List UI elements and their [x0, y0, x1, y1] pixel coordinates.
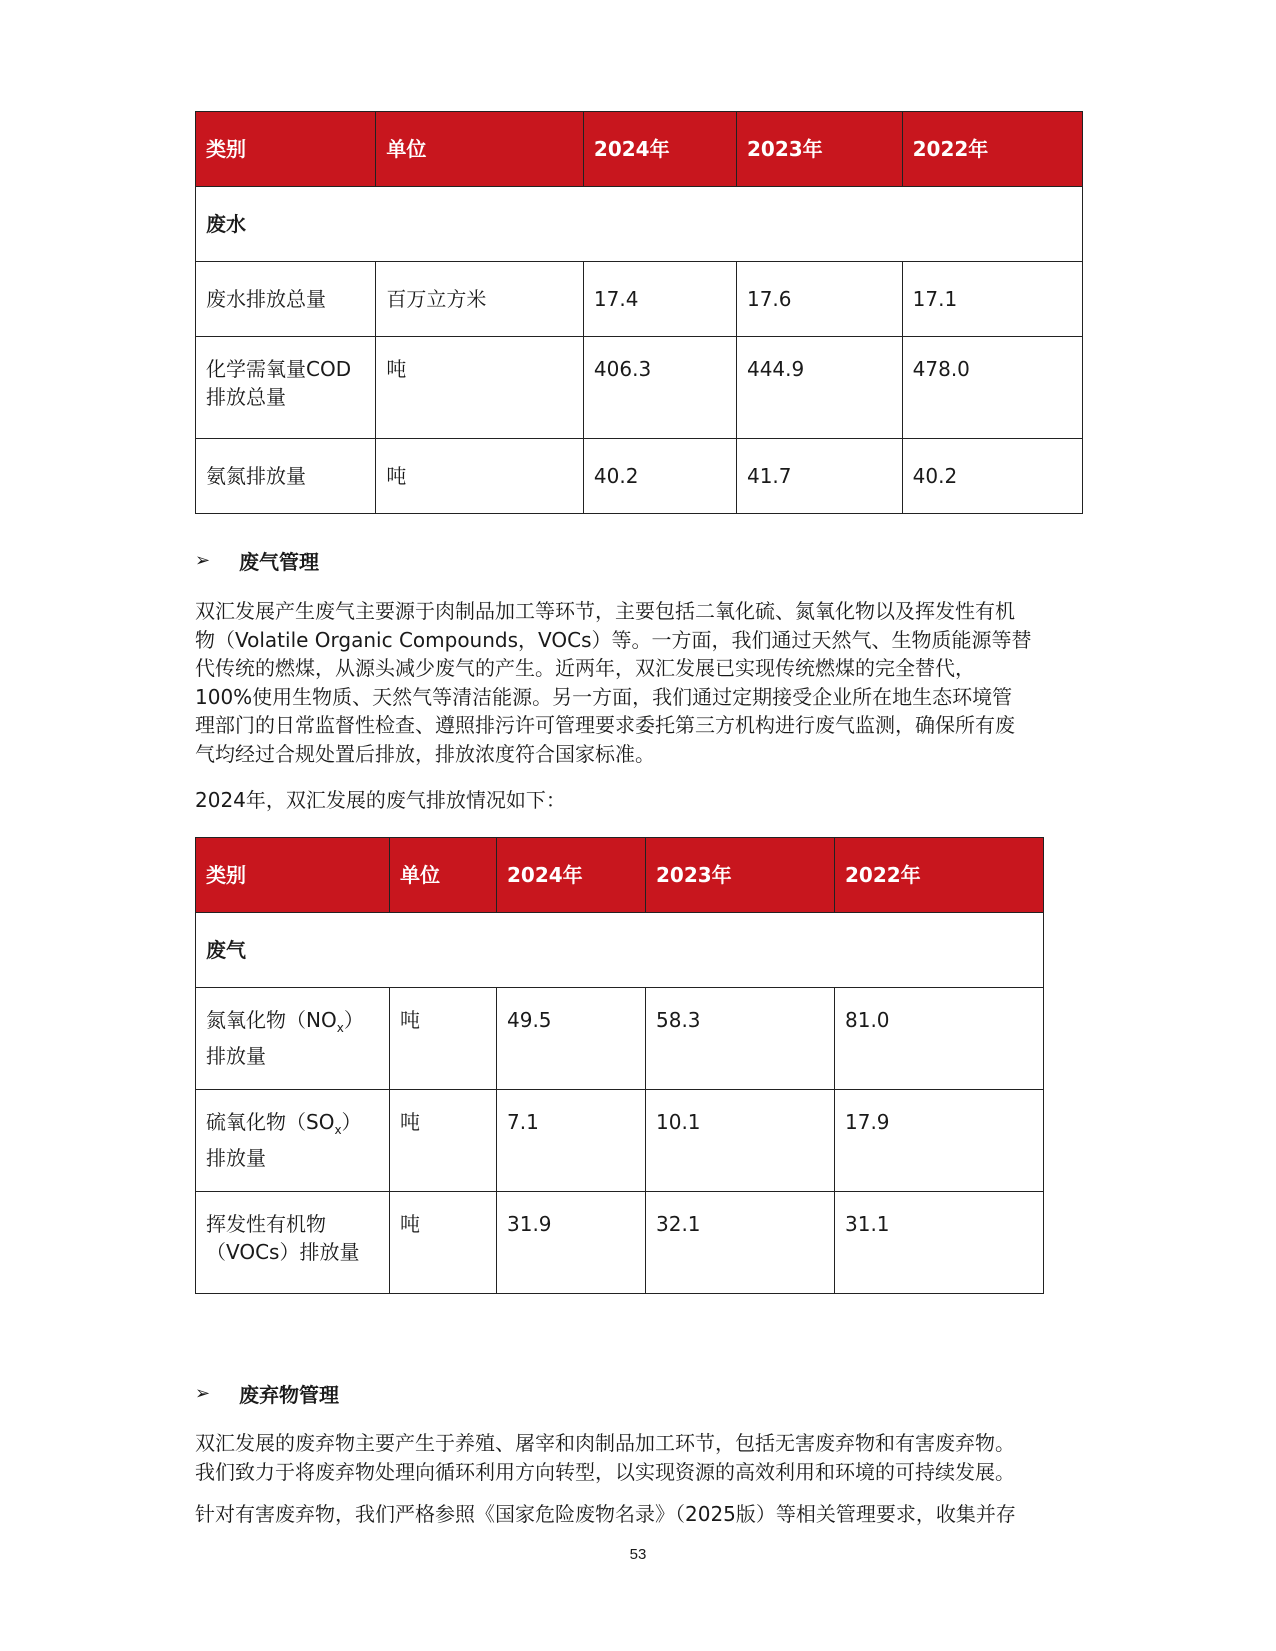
table-row	[196, 1192, 1044, 1294]
row-unit: 吨	[390, 1192, 497, 1294]
table-section-row	[196, 913, 1044, 988]
row-value-2023: 41.7	[736, 439, 902, 514]
row-name-part: ） 排放量	[206, 1110, 362, 1170]
table-header-row	[196, 838, 1044, 913]
row-name: 氨氮排放量	[196, 439, 376, 514]
waste-paragraph-1: 双汇发展的废弃物主要产生于养殖、屠宰和肉制品加工环节，包括无害废弃物和有害废弃物。 我们致力于将废弃物处理向循环利用方向转型，以实现资源的高效利用和环境的可持续发展。	[195, 1431, 1015, 1484]
row-value-2024: 40.2	[583, 439, 736, 514]
row-name	[196, 1192, 390, 1294]
row-value-2024: 17.4	[583, 262, 736, 337]
header-unit: 单位	[390, 838, 497, 913]
row-value-2022: 478.0	[902, 337, 1082, 439]
row-value-2022: 40.2	[902, 439, 1082, 514]
table-header-row	[196, 112, 1083, 187]
row-value-2022: 31.1	[835, 1192, 1044, 1294]
row-name-part: 挥发性有机物 （VOCs）排放量	[206, 1212, 360, 1264]
heading-text: 废弃物管理	[239, 1383, 339, 1407]
header-category: 类别	[196, 112, 376, 187]
row-value-2023: 17.6	[736, 262, 902, 337]
section-label: 废水	[196, 187, 1083, 262]
row-value-2022: 17.1	[902, 262, 1082, 337]
row-unit: 吨	[390, 988, 497, 1090]
subscript-x: x	[334, 1123, 342, 1137]
row-name: 化学需氧量COD 排放总量	[196, 337, 376, 439]
header-2024: 2024年	[583, 112, 736, 187]
table-section-row	[196, 187, 1083, 262]
header-unit: 单位	[376, 112, 584, 187]
row-name-part: 硫氧化物（SO	[206, 1110, 335, 1134]
row-value-2023: 32.1	[646, 1192, 835, 1294]
page-number: 53	[629, 1546, 647, 1563]
header-2023: 2023年	[736, 112, 902, 187]
row-name-part: ） 排放量	[206, 1008, 364, 1068]
row-value-2023: 10.1	[646, 1090, 835, 1192]
row-value-2022: 17.9	[835, 1090, 1044, 1192]
row-value-2024: 31.9	[497, 1192, 646, 1294]
header-2024: 2024年	[497, 838, 646, 913]
row-name	[196, 1090, 390, 1192]
section-label: 废气	[196, 913, 1044, 988]
waste-paragraph-2: 针对有害废弃物，我们严格参照《国家危险废物名录》（2025版）等相关管理要求，收集并存	[195, 1502, 1016, 1526]
row-unit: 吨	[376, 439, 584, 514]
row-unit: 百万立方米	[376, 262, 584, 337]
header-2023: 2023年	[646, 838, 835, 913]
exhaust-gas-table	[195, 837, 1044, 1294]
waste-section-heading	[195, 1379, 339, 1408]
row-unit: 吨	[390, 1090, 497, 1192]
wastewater-table	[195, 111, 1083, 514]
row-value-2023: 58.3	[646, 988, 835, 1090]
bullet-arrow-icon: ➢	[195, 1383, 211, 1404]
row-name-part: 氮氧化物（NO	[206, 1008, 337, 1032]
table-row	[196, 439, 1083, 514]
row-unit: 吨	[376, 337, 584, 439]
row-value-2023: 444.9	[736, 337, 902, 439]
header-category: 类别	[196, 838, 390, 913]
gas-section-heading	[195, 546, 319, 575]
header-2022: 2022年	[902, 112, 1082, 187]
table-row	[196, 262, 1083, 337]
row-value-2024: 49.5	[497, 988, 646, 1090]
gas-paragraph: 双汇发展产生废气主要源于肉制品加工等环节，主要包括二氧化硫、氮氧化物以及挥发性有机 物（Volatile Organic Compounds，VOCs）等。一方面，我们通过天然气、生物质能源等替 代传统的燃煤，从源头减少废气的产生。近两年，双汇发展已实现传统燃煤的完全替代， 100%使用生物质、天然气等清洁能源。另一方面，我们通过定期接受企业所在地生态环境管 理部门的日常监督性检查、遵照排污许可管理要求委托第三方机构进行废气监测，确保所有废 气均经过合规处置后排放，排放浓度符合国家标准。	[195, 599, 1032, 766]
row-value-2024: 7.1	[497, 1090, 646, 1192]
table-row	[196, 1090, 1044, 1192]
heading-text: 废气管理	[239, 550, 319, 574]
table-row	[196, 337, 1083, 439]
row-name: 废水排放总量	[196, 262, 376, 337]
row-value-2022: 81.0	[835, 988, 1044, 1090]
header-2022: 2022年	[835, 838, 1044, 913]
row-value-2024: 406.3	[583, 337, 736, 439]
bullet-arrow-icon: ➢	[195, 550, 211, 571]
row-name	[196, 988, 390, 1090]
table-row	[196, 988, 1044, 1090]
subscript-x: x	[336, 1021, 344, 1035]
gas-intro: 2024年，双汇发展的废气排放情况如下：	[195, 788, 566, 812]
